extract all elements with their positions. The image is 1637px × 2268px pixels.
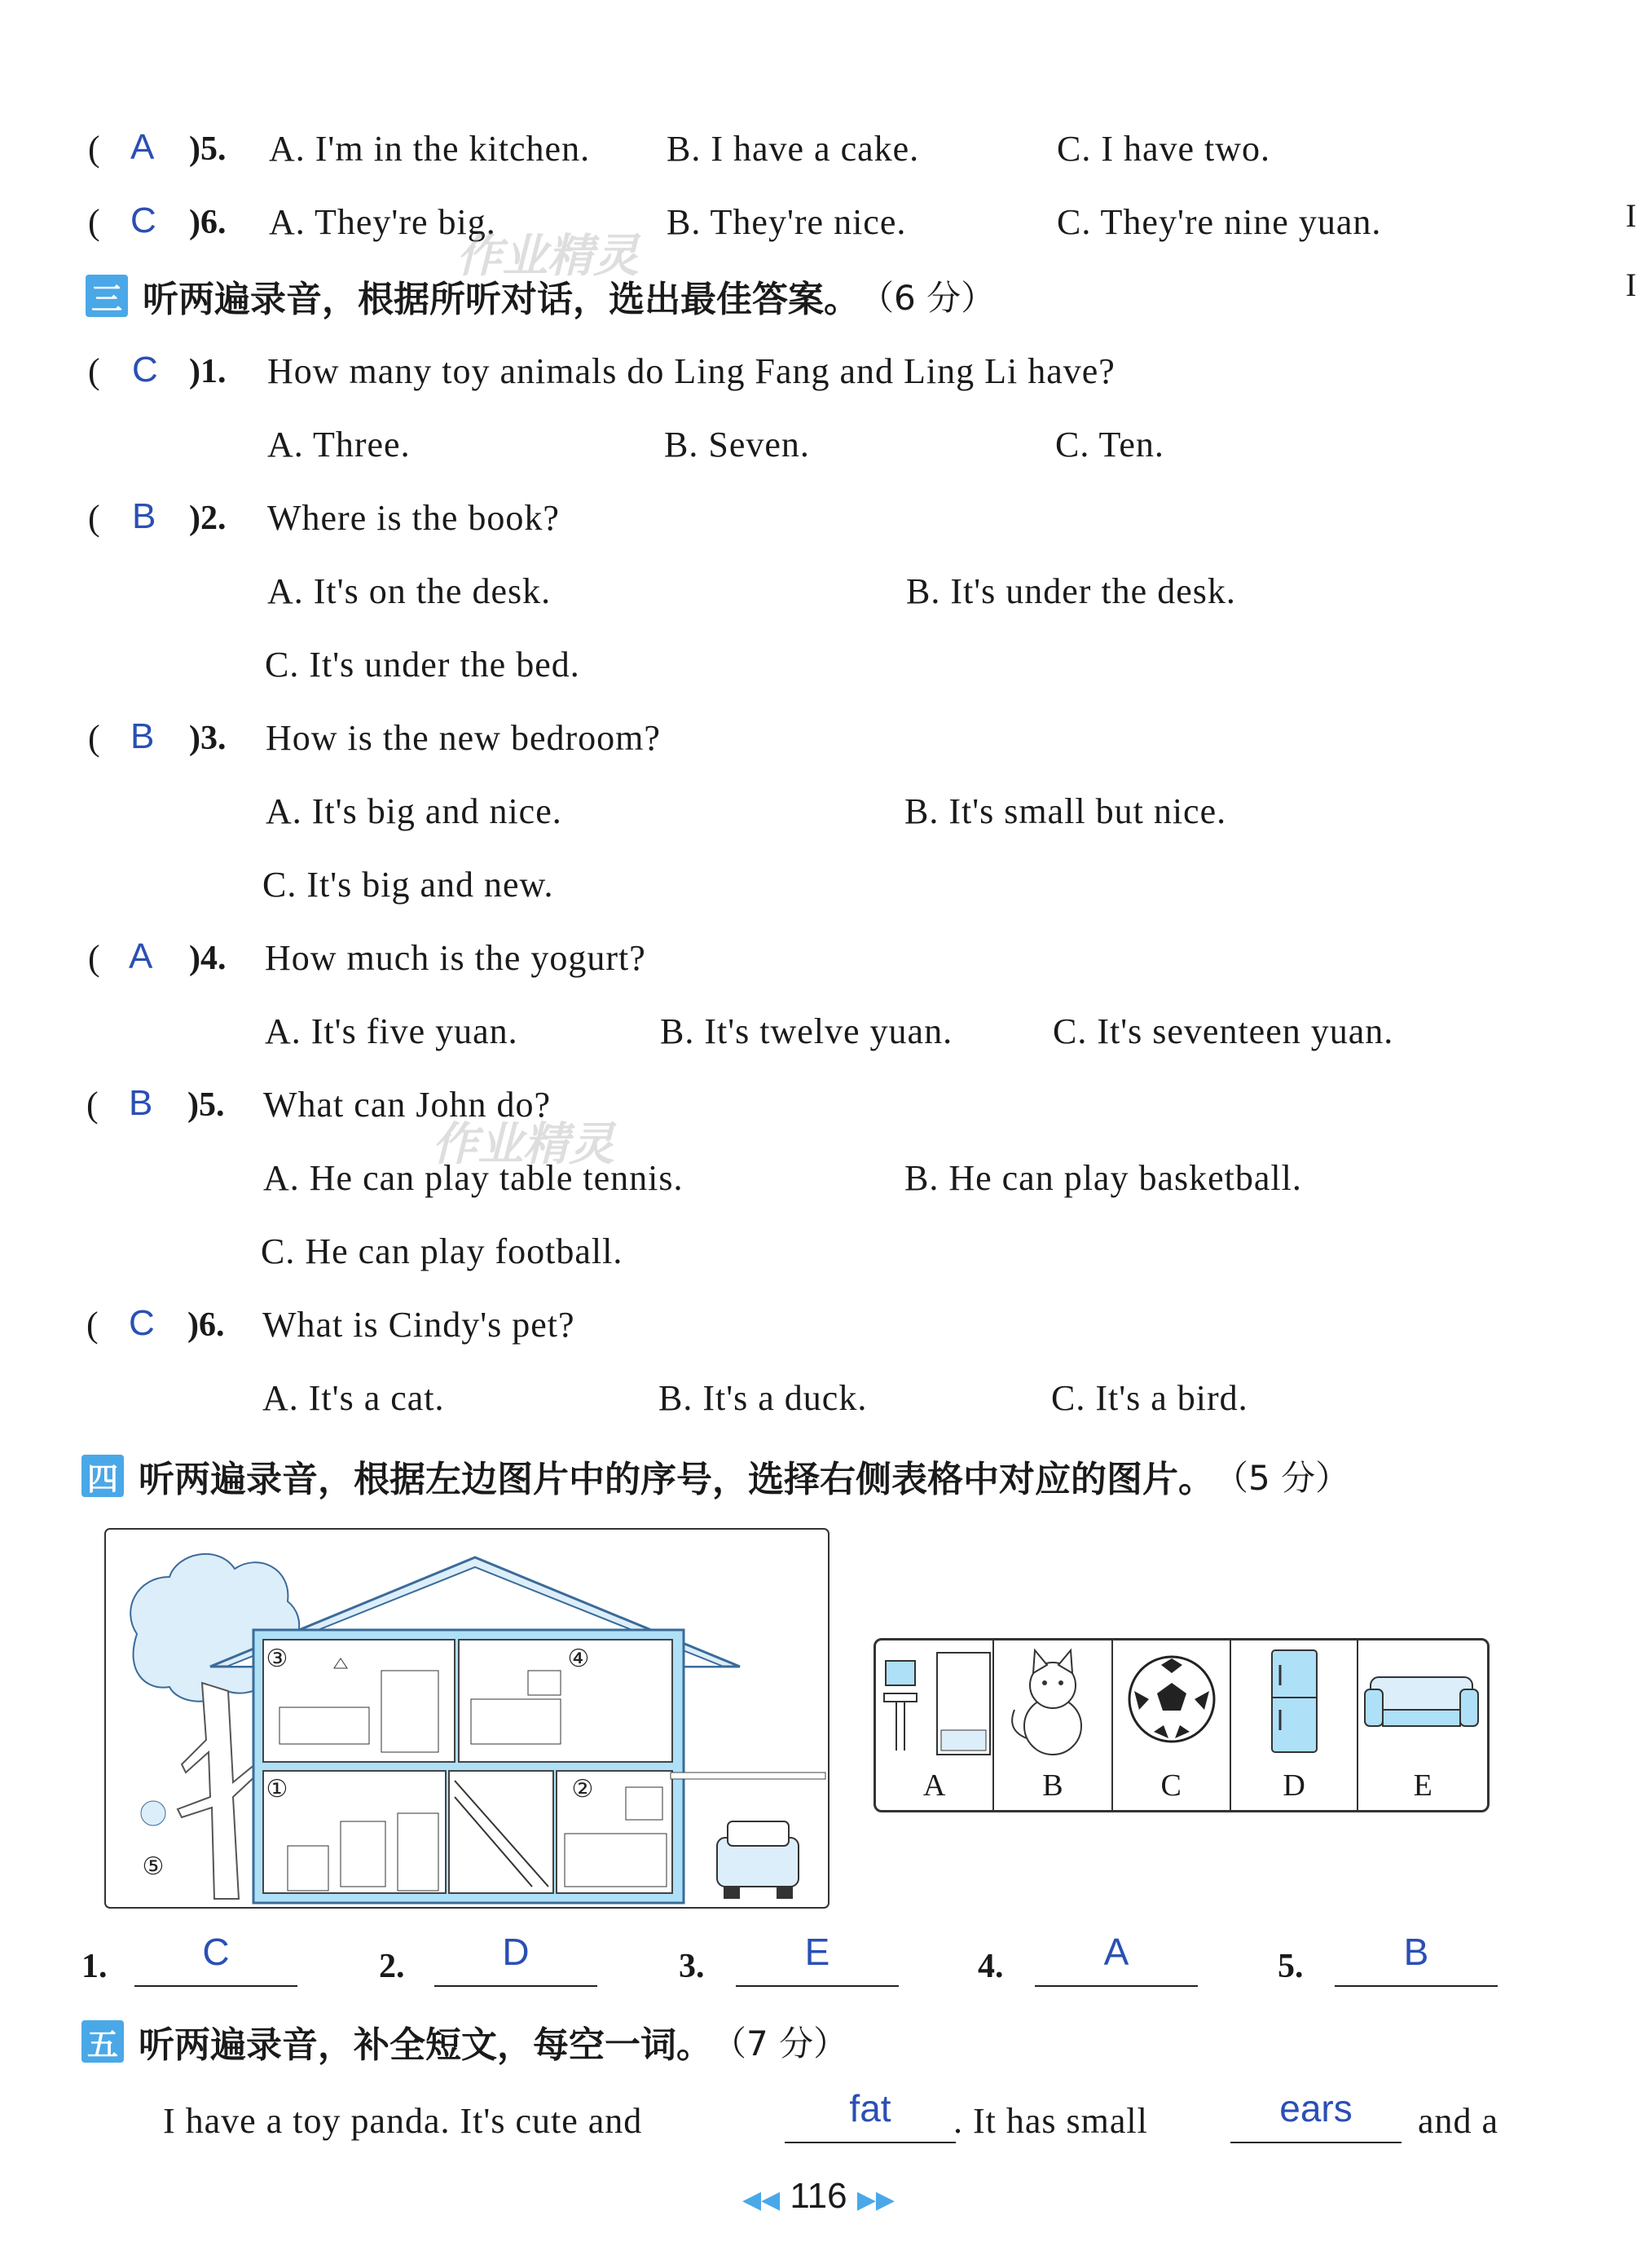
section-title: 听两遍录音，补全短文，每空一词。 xyxy=(139,2024,712,2066)
option-c: C. I have two. xyxy=(1057,129,1271,169)
section-3-header xyxy=(86,272,995,319)
option-cell-c xyxy=(1113,1640,1231,1810)
option-b: B. They're nice. xyxy=(667,202,907,242)
option-c: C. It's seventeen yuan. xyxy=(1053,1011,1394,1051)
football-icon xyxy=(1113,1640,1229,1763)
option-a: A. It's on the desk. xyxy=(267,571,552,611)
sink-icon xyxy=(876,1640,997,1763)
option-cell-a xyxy=(876,1640,994,1810)
section-badge: 四 xyxy=(81,1455,124,1497)
question-number: )5. xyxy=(187,1086,225,1124)
page-footer xyxy=(0,2176,1637,2217)
open-paren: ( xyxy=(88,938,100,978)
section-badge: 三 xyxy=(86,275,128,317)
answer-value: D xyxy=(502,1931,530,1973)
passage-text: and a xyxy=(1418,2101,1499,2141)
question-text: How many toy animals do Ling Fang and Ling Li have? xyxy=(267,351,1116,391)
next-arrow-icon: ▶▶ xyxy=(856,2187,895,2213)
sofa-icon xyxy=(1358,1640,1484,1763)
answer-letter: C xyxy=(129,1303,155,1343)
question-number: )2. xyxy=(189,500,227,537)
option-a: A. He can play table tennis. xyxy=(263,1158,684,1198)
blank-answer: fat xyxy=(849,2087,891,2129)
option-b: B. Seven. xyxy=(664,425,810,465)
option-cell-d xyxy=(1231,1640,1359,1810)
answer-blank xyxy=(434,1931,597,1987)
passage-blank xyxy=(1230,2087,1402,2143)
edge-glyph: I xyxy=(1626,266,1637,303)
house-marker-2: ② xyxy=(571,1775,594,1803)
page-number: 116 xyxy=(790,2176,847,2216)
house-marker-1: ① xyxy=(266,1775,288,1803)
answer-value: E xyxy=(804,1931,830,1973)
watermark: 作业精灵 xyxy=(432,1118,614,1171)
open-paren: ( xyxy=(88,498,100,538)
question-text: What is Cindy's pet? xyxy=(262,1305,575,1345)
answer-letter: B xyxy=(129,1083,153,1123)
answer-blank xyxy=(1035,1931,1198,1987)
option-a: A. I'm in the kitchen. xyxy=(269,129,591,169)
answer-label: 2. xyxy=(379,1948,405,1985)
option-b: B. It's a duck. xyxy=(658,1378,868,1418)
answer-blank xyxy=(1335,1931,1498,1987)
section-badge: 五 xyxy=(81,2020,124,2063)
house-marker-3: ③ xyxy=(266,1645,288,1673)
answer-label: 1. xyxy=(81,1948,108,1985)
option-b: B. He can play basketball. xyxy=(904,1158,1302,1198)
house-marker-4: ④ xyxy=(567,1645,590,1673)
blank-answer: ears xyxy=(1279,2087,1353,2129)
passage-text: . It has small xyxy=(953,2101,1148,2141)
fridge-icon xyxy=(1231,1640,1355,1763)
option-a: A. It's big and nice. xyxy=(266,791,562,831)
option-c: C. It's big and new. xyxy=(262,865,554,905)
answer-letter: C xyxy=(130,200,156,240)
options-table xyxy=(874,1638,1490,1812)
question-number: )5. xyxy=(189,130,227,168)
open-paren: ( xyxy=(88,202,100,242)
answer-value: B xyxy=(1403,1931,1429,1973)
answer-letter: B xyxy=(130,716,155,756)
answer-value: C xyxy=(202,1931,230,1973)
cat-icon xyxy=(994,1640,1110,1763)
option-c: C. They're nine yuan. xyxy=(1057,202,1382,242)
answer-blank xyxy=(134,1931,297,1987)
section-score: （7 分） xyxy=(712,2024,848,2063)
option-cell-e xyxy=(1358,1640,1487,1810)
answer-letter: B xyxy=(132,496,156,536)
option-c: C. He can play football. xyxy=(261,1231,623,1271)
option-cell-b xyxy=(994,1640,1112,1810)
answer-value: A xyxy=(1103,1931,1129,1973)
option-b: B. I have a cake. xyxy=(667,129,920,169)
question-number: )1. xyxy=(189,353,227,390)
question-text: What can John do? xyxy=(263,1085,551,1125)
open-paren: ( xyxy=(88,718,100,758)
option-label: E xyxy=(1413,1768,1432,1803)
prev-arrow-icon: ◀◀ xyxy=(742,2187,781,2213)
option-a: A. It's five yuan. xyxy=(265,1011,518,1051)
open-paren: ( xyxy=(86,1085,99,1125)
watermark: 作业精灵 xyxy=(456,230,639,283)
section-4-header xyxy=(81,1452,1349,1500)
option-label: B xyxy=(1042,1768,1063,1803)
question-text: Where is the book? xyxy=(267,498,560,538)
option-label: A xyxy=(922,1768,946,1803)
option-a: A. Three. xyxy=(267,425,411,465)
option-c: C. It's under the bed. xyxy=(265,645,580,685)
question-number: )4. xyxy=(189,940,227,977)
passage-text: I have a toy panda. It's cute and xyxy=(163,2101,643,2141)
edge-glyph: I xyxy=(1626,197,1637,234)
passage-blank xyxy=(785,2087,956,2143)
answer-letter: C xyxy=(132,350,158,390)
question-number: )6. xyxy=(187,1306,225,1344)
answer-blank xyxy=(736,1931,899,1987)
open-paren: ( xyxy=(88,129,100,169)
option-a: A. It's a cat. xyxy=(262,1378,445,1418)
option-c: C. Ten. xyxy=(1055,425,1164,465)
option-a: A. They're big. xyxy=(269,202,496,242)
section-score: （6 分） xyxy=(860,278,996,318)
open-paren: ( xyxy=(86,1305,99,1345)
car-picture xyxy=(717,1821,799,1899)
question-text: How much is the yogurt? xyxy=(265,938,646,978)
answer-letter: A xyxy=(130,127,155,167)
option-label: C xyxy=(1160,1768,1182,1803)
question-number: )6. xyxy=(189,204,227,241)
answer-letter: A xyxy=(129,936,153,976)
section-title: 听两遍录音，根据所听对话，选出最佳答案。 xyxy=(143,279,860,320)
option-b: B. It's twelve yuan. xyxy=(660,1011,953,1051)
house-illustration xyxy=(104,1528,831,1911)
answer-label: 4. xyxy=(978,1948,1004,1985)
question-text: How is the new bedroom? xyxy=(266,718,661,758)
section-5-header xyxy=(81,2018,847,2065)
option-b: B. It's under the desk. xyxy=(906,571,1236,611)
section-title: 听两遍录音，根据左边图片中的序号，选择右侧表格中对应的图片。 xyxy=(139,1459,1214,1500)
option-b: B. It's small but nice. xyxy=(904,791,1227,831)
house-marker-5: ⑤ xyxy=(142,1852,165,1881)
answer-label: 3. xyxy=(679,1948,705,1985)
option-label: D xyxy=(1283,1768,1305,1803)
question-number: )3. xyxy=(189,720,227,757)
answer-label: 5. xyxy=(1278,1948,1304,1985)
open-paren: ( xyxy=(88,351,100,391)
option-c: C. It's a bird. xyxy=(1051,1378,1248,1418)
section-score: （5 分） xyxy=(1214,1458,1350,1498)
